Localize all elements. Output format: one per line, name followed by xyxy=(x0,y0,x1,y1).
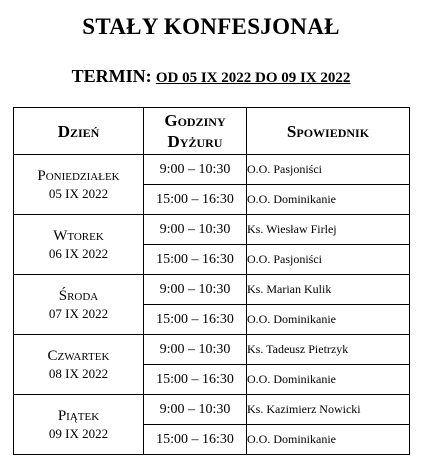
hours-cell: 15:00 – 16:30 xyxy=(144,305,247,335)
day-cell xyxy=(14,275,144,335)
day-date: 07 IX 2022 xyxy=(48,305,109,321)
confessor-cell: Ks. Marian Kulik xyxy=(247,275,410,305)
day-name: Poniedziałek xyxy=(37,167,120,184)
header-day: Dzień xyxy=(14,108,144,155)
hours-cell: 9:00 – 10:30 xyxy=(144,335,247,365)
table-row xyxy=(14,215,410,245)
table-row xyxy=(14,335,410,365)
header-row xyxy=(14,108,410,155)
header-hours xyxy=(144,108,247,155)
day-name: Czwartek xyxy=(47,347,110,364)
hours-cell: 9:00 – 10:30 xyxy=(144,215,247,245)
confessor-cell: Ks. Kazimierz Nowicki xyxy=(247,395,410,425)
day-name: Środa xyxy=(58,287,99,304)
hours-cell: 15:00 – 16:30 xyxy=(144,425,247,455)
day-cell xyxy=(14,395,144,455)
header-confessor: Spowiednik xyxy=(247,108,410,155)
hours-cell: 9:00 – 10:30 xyxy=(144,395,247,425)
confessor-cell: O.O. Pasjoniści xyxy=(247,245,410,275)
confessor-cell: O.O. Dominikanie xyxy=(247,365,410,395)
day-date: 09 IX 2022 xyxy=(48,425,109,441)
schedule-table xyxy=(13,107,410,455)
table-row xyxy=(14,395,410,425)
table-row xyxy=(14,155,410,185)
confessor-cell: Ks. Tadeusz Pietrzyk xyxy=(247,335,410,365)
hours-cell: 9:00 – 10:30 xyxy=(144,275,247,305)
day-cell xyxy=(14,155,144,215)
term-label: TERMIN: xyxy=(71,66,152,86)
hours-cell: 15:00 – 16:30 xyxy=(144,185,247,215)
day-name: Wtorek xyxy=(53,227,104,244)
hours-cell: 9:00 – 10:30 xyxy=(144,155,247,185)
day-date: 08 IX 2022 xyxy=(48,365,109,381)
page-title: STAŁY KONFESJONAŁ xyxy=(82,14,340,39)
day-date: 05 IX 2022 xyxy=(48,185,109,201)
day-cell xyxy=(14,215,144,275)
confessor-cell: O.O. Dominikanie xyxy=(247,425,410,455)
confessor-cell: O.O. Dominikanie xyxy=(247,305,410,335)
table-row xyxy=(14,275,410,305)
hours-cell: 15:00 – 16:30 xyxy=(144,245,247,275)
term-range: OD 05 IX 2022 DO 09 IX 2022 xyxy=(155,70,351,86)
header-hours-line2: Dyżuru xyxy=(167,132,223,151)
day-cell xyxy=(14,335,144,395)
confessor-cell: O.O. Pasjoniści xyxy=(247,155,410,185)
term-line xyxy=(0,66,422,87)
day-date: 06 IX 2022 xyxy=(48,245,109,261)
confessor-cell: Ks. Wiesław Firlej xyxy=(247,215,410,245)
header-hours-line1: Godziny xyxy=(164,111,226,130)
day-name: Piątek xyxy=(57,407,100,424)
confessor-cell: O.O. Dominikanie xyxy=(247,185,410,215)
hours-cell: 15:00 – 16:30 xyxy=(144,365,247,395)
